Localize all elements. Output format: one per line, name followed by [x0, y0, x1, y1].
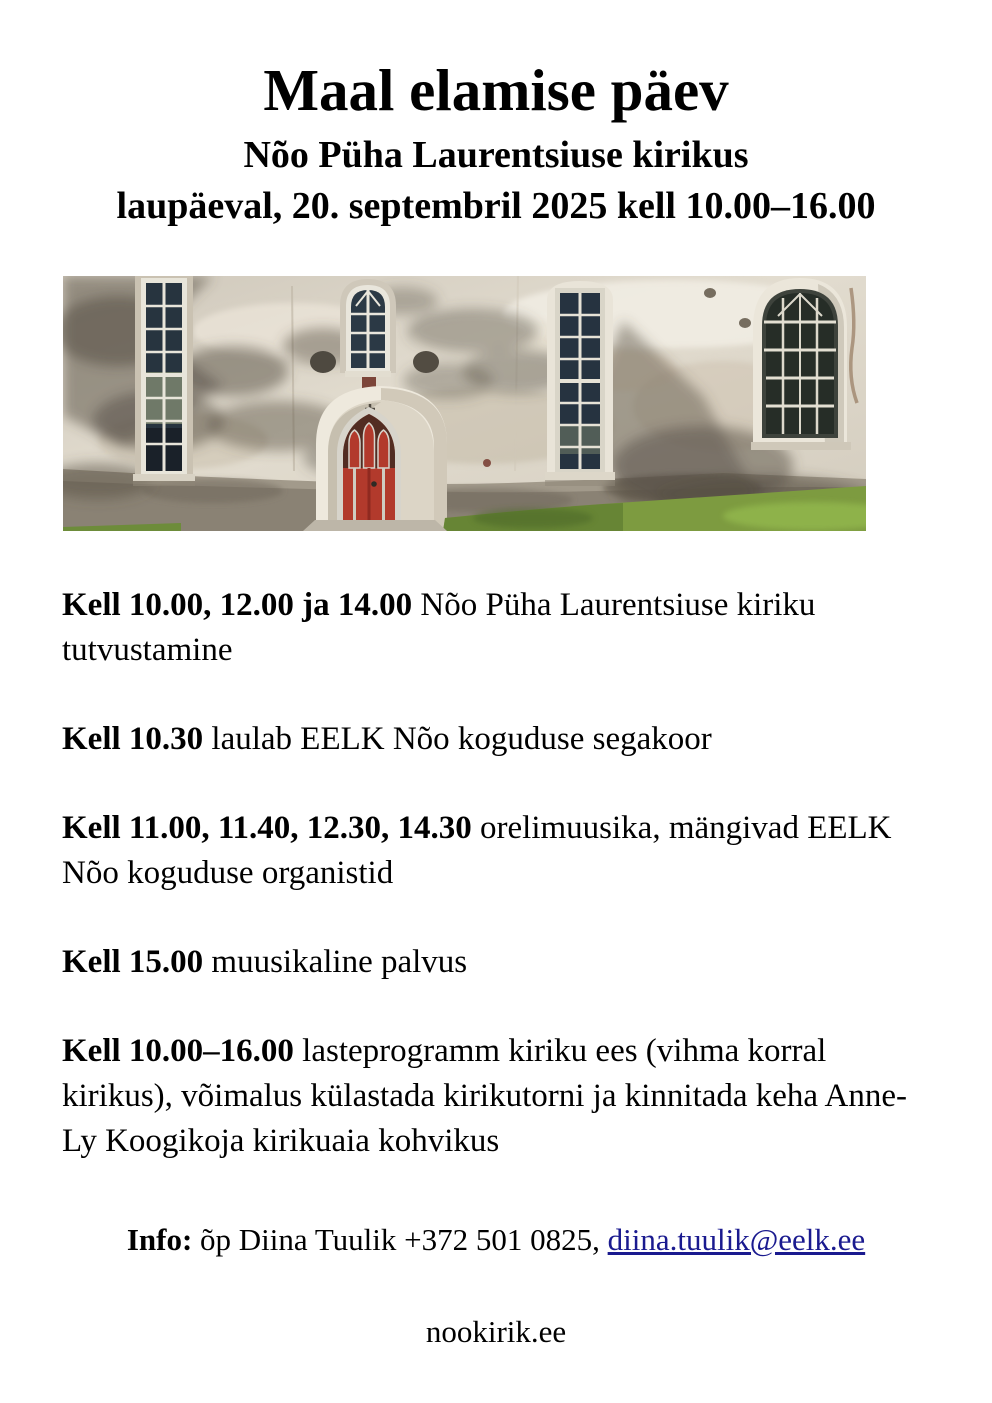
event-dateline: laupäeval, 20. septembril 2025 kell 10.00–16.00: [116, 185, 876, 228]
schedule-item: [62, 1029, 930, 1164]
info-label: Info:: [126, 1221, 193, 1257]
entrance-portal: [316, 386, 447, 531]
schedule-text: orelimuusika, mängivad EELK Nõo koguduse organistid: [62, 809, 892, 891]
schedule-time: Kell 11.00, 11.40, 12.30, 14.30: [62, 809, 472, 846]
schedule-item: [62, 583, 930, 673]
schedule-text: lasteprogramm kiriku ees (vihma korral kirikus), võimalus külastada kirikutorni ja kinnitada keha Anne-Ly Koogikoja kirikuaia kohvikus: [62, 1032, 907, 1159]
page-title: Maal elamise päev: [263, 57, 729, 123]
schedule-item: [62, 940, 930, 985]
website-text: nookirik.ee: [425, 1313, 567, 1349]
middle-window: [545, 281, 615, 486]
schedule-time: Kell 10.00, 12.00 ja 14.00: [62, 586, 413, 623]
schedule-time: Kell 15.00: [62, 943, 204, 980]
church-photo-frame: [63, 276, 866, 531]
right-window: [751, 278, 851, 450]
email-link[interactable]: diina.tuulik@eelk.ee: [607, 1221, 866, 1257]
schedule-time: Kell 10.30: [62, 720, 204, 757]
transom-window: [340, 279, 396, 393]
contact-line: [0, 1220, 992, 1260]
church-photo: [63, 276, 866, 531]
schedule-item: [62, 806, 930, 896]
header: [0, 0, 992, 232]
page-subtitle: Nõo Püha Laurentsiuse kirikus: [243, 133, 749, 176]
schedule-text: laulab EELK Nõo koguduse segakoor: [203, 720, 712, 757]
contact-details: õp Diina Tuulik +372 501 0825,: [192, 1221, 608, 1257]
schedule-time: Kell 10.00–16.00: [62, 1032, 294, 1069]
schedule-text: muusikaline palvus: [203, 943, 468, 980]
schedule-item: [62, 717, 930, 762]
schedule-text: Nõo Püha Laurentsiuse kiriku tutvustamine: [62, 586, 816, 668]
left-window: [133, 276, 195, 486]
schedule-section: [62, 583, 930, 1164]
